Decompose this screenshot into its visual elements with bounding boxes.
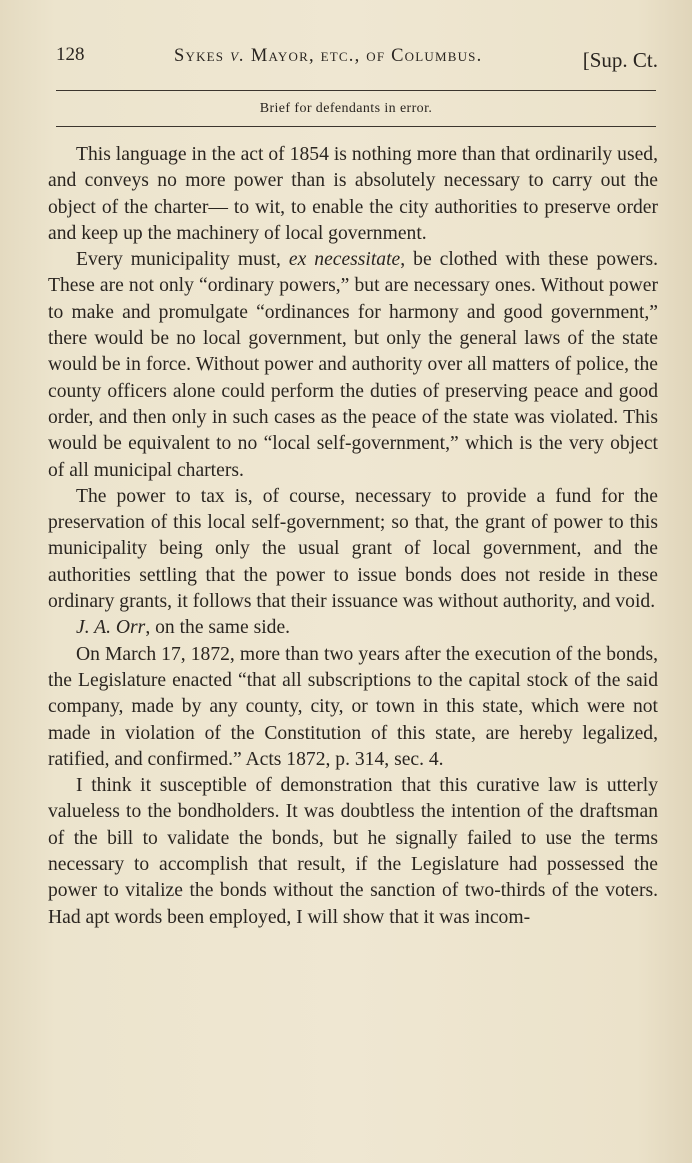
header-rule-bottom [56, 126, 656, 127]
counsel-name: J. A. Orr [76, 617, 146, 639]
paragraph-3: The power to tax is, of course, necessary to provide a fund for the preservation of this local self-government; so that, the grant of power to this municipality being only the usual grant of local government, and the authorities settling that the power to issue bonds does not reside in these ordinary grants, it follows that their issuance was without authority, and void. [48, 485, 658, 613]
header-rule-top [56, 90, 656, 91]
case-title-part1: Sykes [174, 46, 225, 66]
paragraph-2 [48, 247, 658, 484]
page-number: 128 [56, 44, 85, 65]
court-label: [Sup. Ct. [582, 48, 658, 72]
paragraph-6: I think it susceptible of demonstration that this curative law is utterly valueless to the bondholders. It was doubtless the intention of the draftsman of the bill to validate the bonds, but he signally failed to use the terms necessary to accomplish that result, if the Legislature had possessed the power to vitalize the bonds without the sanction of two-thirds of the voters. Had apt words been employed, I will show that it was incom- [48, 775, 658, 928]
case-title [174, 46, 482, 67]
paragraph-4 [48, 615, 658, 641]
paragraph-2-lead: Every municipality must, [76, 249, 281, 271]
case-title-versus: v. [230, 46, 246, 66]
brief-subheading: Brief for defendants in error. [259, 101, 433, 116]
paragraph-1: This language in the act of 1854 is nothing more than that ordinarily used, and conveys no more power than is absolutely necessary to carry out the object of the charter— to wit, to enable the city authorities to preserve order and keep up the machinery of local government. [48, 144, 658, 244]
case-title-part2: Mayor, etc., of Columbus. [250, 46, 483, 66]
running-head [56, 44, 662, 78]
paragraph-5: On March 17, 1872, more than two years after the execution of the bonds, the Legislature enacted “that all subscriptions to the capital stock of the said company, made by any county, city, or town in this state, which were not made in violation of the Constitution of this state, are hereby legalized, ratified, and confirmed.” Acts 1872, p. 314, sec. 4. [48, 643, 658, 770]
paragraph-2-rest: , be clothed with these powers. These are not only “ordinary powers,” but are necessary ones. Without power to make and promulgate “ordinances for harmony and good government,” there would be no local government, but only the general laws of the state would be in force. Without power and authority over all matters of police, the county officers alone could perform the duties of preserving peace and good order, and then only in such cases as the peace of the state was violated. This would be equivalent to no “local self-government,” which is the very object of all municipal charters. [48, 249, 658, 481]
counsel-side: , on the same side. [145, 617, 291, 639]
body-text [48, 142, 658, 931]
latin-phrase: ex necessitate [288, 249, 401, 271]
